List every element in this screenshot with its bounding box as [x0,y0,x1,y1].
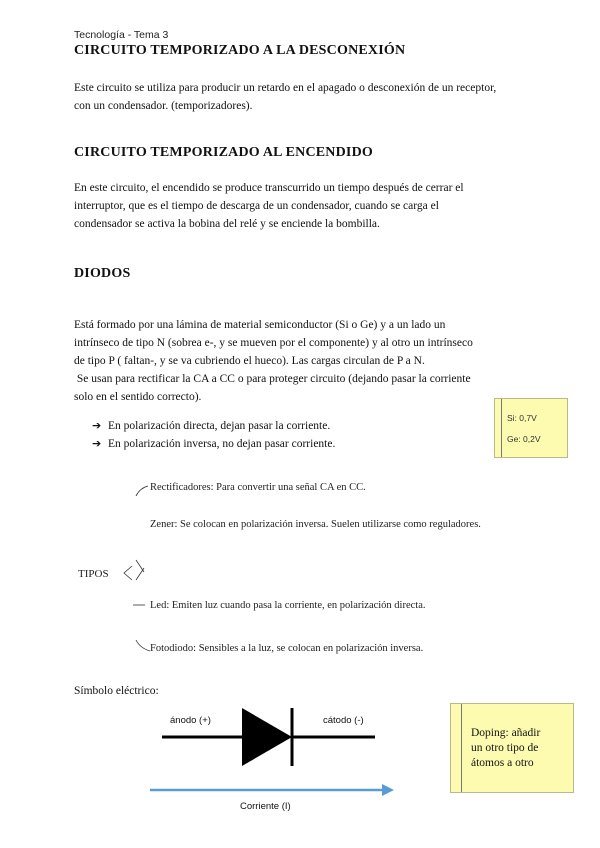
section-title-encendido: CIRCUITO TEMPORIZADO AL ENCENDIDO [74,145,373,160]
symbol-caption: Símbolo eléctrico: [74,685,159,697]
bullet-text: En polarización inversa, no dejan pasar corriente. [108,438,336,450]
text-line: interruptor, que es el tiempo de descarga de un condensador, cuando se carga el [74,200,439,212]
text-line: átomos a otro [471,757,534,769]
text-line: En este circuito, el encendido se produce transcurrido un tiempo después de cerrar el [74,182,464,194]
arrow-right-icon: ➔ [92,419,102,432]
running-header: Tecnología - Tema 3 [74,29,169,41]
current-label: Corriente (I) [240,801,291,812]
text-line: con un condensador. (temporizadores). [74,100,253,112]
tipo-fotodiodo: Fotodiodo: Sensibles a la luz, se colocan en polarización inversa. [150,643,424,654]
text-line: Doping: añadir [471,727,541,739]
tipo-rectificadores: Rectificadores: Para convertir una señal CA en CC. [150,482,366,493]
cathode-label: cátodo (-) [323,715,364,726]
text-line: intrínseco de tipo N (sobrea e-, y se mueven por el componente) y al otro un intrínseco [74,337,473,349]
text-line: Se usan para rectificar la CA a CC o para proteger circuito (dejando pasar la corriente [74,373,471,385]
doping-note [450,703,574,793]
text-line: Está formado por una lámina de material semiconductor (Si o Ge) y a un lado un [74,319,446,331]
section-title-desconexion: CIRCUITO TEMPORIZADO A LA DESCONEXIÓN [74,43,406,58]
text-line: Este circuito se utiliza para producir un retardo en el apagado o desconexión de un receptor, [74,82,497,94]
tipo-led: Led: Emiten luz cuando pasa la corriente, en polarización directa. [150,600,426,611]
text-line: solo en el sentido correcto). [74,391,202,403]
doping-text [471,726,540,771]
tipo-zener: Zener: Se colocan en polarización inversa. Suelen utilizarse como reguladores. [150,519,481,530]
text-line: de tipo P ( faltan-, y se va cubriendo el hueco). Las cargas circulan de P a N. [74,355,425,367]
note-si: Si: 0,7V [507,413,537,423]
arrow-right-icon: ➔ [92,437,102,450]
note-ge: Ge: 0,2V [507,434,541,444]
anode-label: ánodo (+) [170,715,211,726]
bullet-text: En polarización directa, dejan pasar la corriente. [108,420,331,432]
text-line: un otro tipo de [471,742,539,754]
section-title-diodos: DIODOS [74,266,131,281]
note-border-line [461,704,462,792]
tipos-label: TIPOS [78,568,109,580]
text-line: condensador se activa la bobina del relé y se enciende la bombilla. [74,218,380,230]
